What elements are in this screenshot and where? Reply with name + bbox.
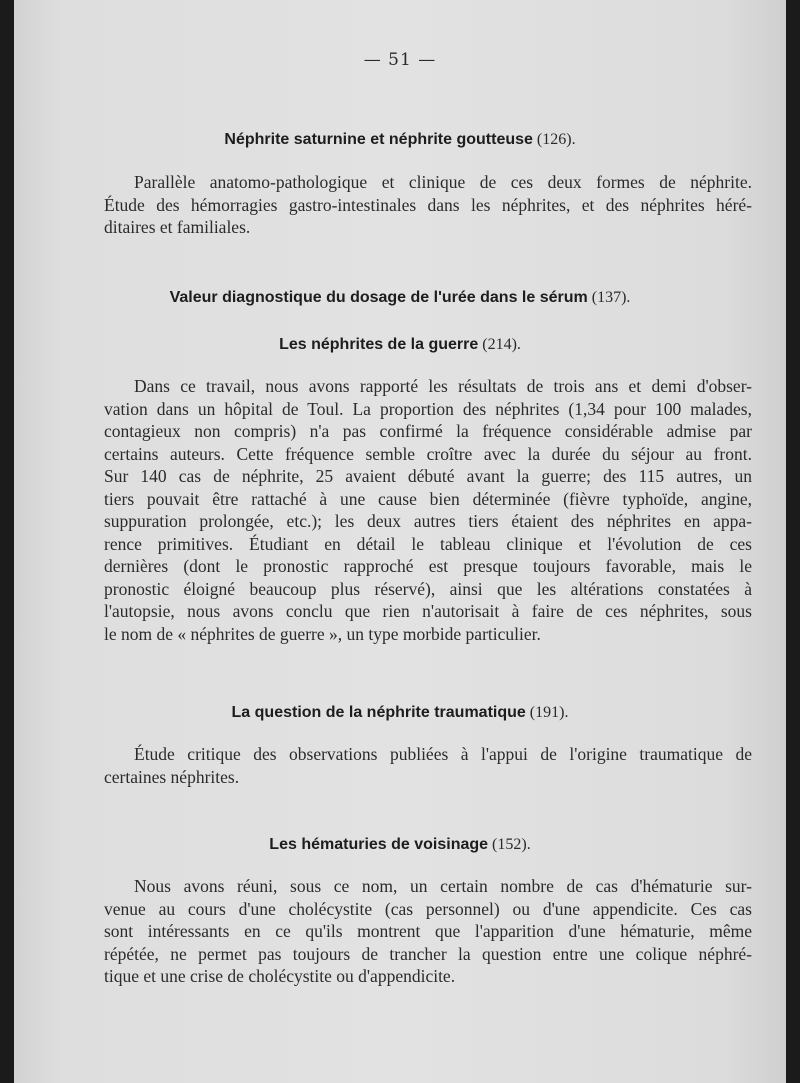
- section-reference: (152).: [492, 836, 531, 853]
- section-title: Néphrite saturnine et néphrite goutteuse: [224, 131, 533, 148]
- section-paragraph: [104, 375, 752, 645]
- text-line: tique et une crise de cholécystite ou d'appendicite.: [104, 966, 456, 986]
- section-title: La question de la néphrite traumatique: [231, 704, 526, 721]
- text-line: Dans ce travail, nous avons rapporté les résultats de trois ans et demi d'obser-: [134, 376, 752, 396]
- text-line: suppuration prolongée, etc.); les deux autres tiers étaient des néphrites en appa-: [104, 511, 752, 531]
- text-line: certaines néphrites.: [104, 766, 240, 787]
- section-reference: (137).: [591, 289, 631, 306]
- text-line: vation dans un hôpital de Toul. La proportion des néphrites (1,34 pour 100 malades,: [104, 398, 752, 419]
- text-line: Étude critique des observations publiées à l'appui de l'origine traumatique de: [134, 744, 752, 764]
- text-line: pronostic éloigné beaucoup plus réservé), ainsi que les altérations constatées à: [104, 578, 752, 599]
- text-line: Étude des hémorragies gastro-intestinales dans les néphrites, et des néphrites héré-: [104, 194, 752, 215]
- section-heading: [14, 334, 786, 354]
- section-reference: (191).: [529, 704, 569, 721]
- section-heading: [14, 129, 786, 149]
- text-line: répétée, ne permet pas toujours de trancher la question entre une colique néphré-: [104, 943, 752, 964]
- text-line: sont intéressants en ce qu'ils montrent que l'apparition d'une hématurie, même: [104, 921, 752, 941]
- text-line: l'autopsie, nous avons conclu que rien n'autorisait à faire de ces néphrites, sous: [104, 601, 752, 621]
- page-number: — 51 —: [363, 50, 437, 70]
- text-line: ditaires et familiales.: [104, 217, 251, 237]
- section-reference: (126).: [536, 131, 576, 148]
- text-line: le nom de « néphrites de guerre », un type morbide particulier.: [104, 623, 541, 644]
- text-line: Parallèle anatomo-pathologique et clinique de ces deux formes de néphrite.: [134, 172, 752, 192]
- section-heading: [14, 702, 786, 722]
- document-page: [14, 0, 786, 1083]
- section-title: Les néphrites de la guerre: [279, 336, 479, 353]
- section-title: Les hématuries de voisinage: [269, 836, 489, 853]
- text-line: rence primitives. Étudiant en détail le tableau clinique et l'évolution de ces: [104, 533, 752, 554]
- text-line: venue au cours d'une cholécystite (cas personnel) ou d'une appendicite. Ces cas: [104, 898, 752, 919]
- section-heading: [14, 834, 786, 854]
- section-paragraph: [104, 171, 752, 239]
- text-line: contagieux non compris) n'a pas confirmé la fréquence considérable admise par: [104, 421, 752, 441]
- text-line: tiers pouvait être rattaché à une cause bien déterminée (fièvre typhoïde, angine,: [104, 488, 752, 509]
- section-title: Valeur diagnostique du dosage de l'urée dans le sérum: [169, 289, 588, 306]
- text-line: Nous avons réuni, sous ce nom, un certain nombre de cas d'hématurie sur-: [134, 876, 752, 896]
- section-paragraph: [104, 875, 752, 988]
- text-line: Sur 140 cas de néphrite, 25 avaient débuté avant la guerre; des 115 autres, un: [104, 466, 752, 486]
- section-reference: (214).: [482, 336, 521, 353]
- section-heading: [14, 287, 786, 307]
- section-paragraph: [104, 743, 752, 788]
- text-line: certains auteurs. Cette fréquence semble croître avec la durée du séjour au front.: [104, 443, 752, 464]
- text-line: dernières (dont le pronostic rapproché est presque toujours favorable, mais le: [104, 556, 752, 576]
